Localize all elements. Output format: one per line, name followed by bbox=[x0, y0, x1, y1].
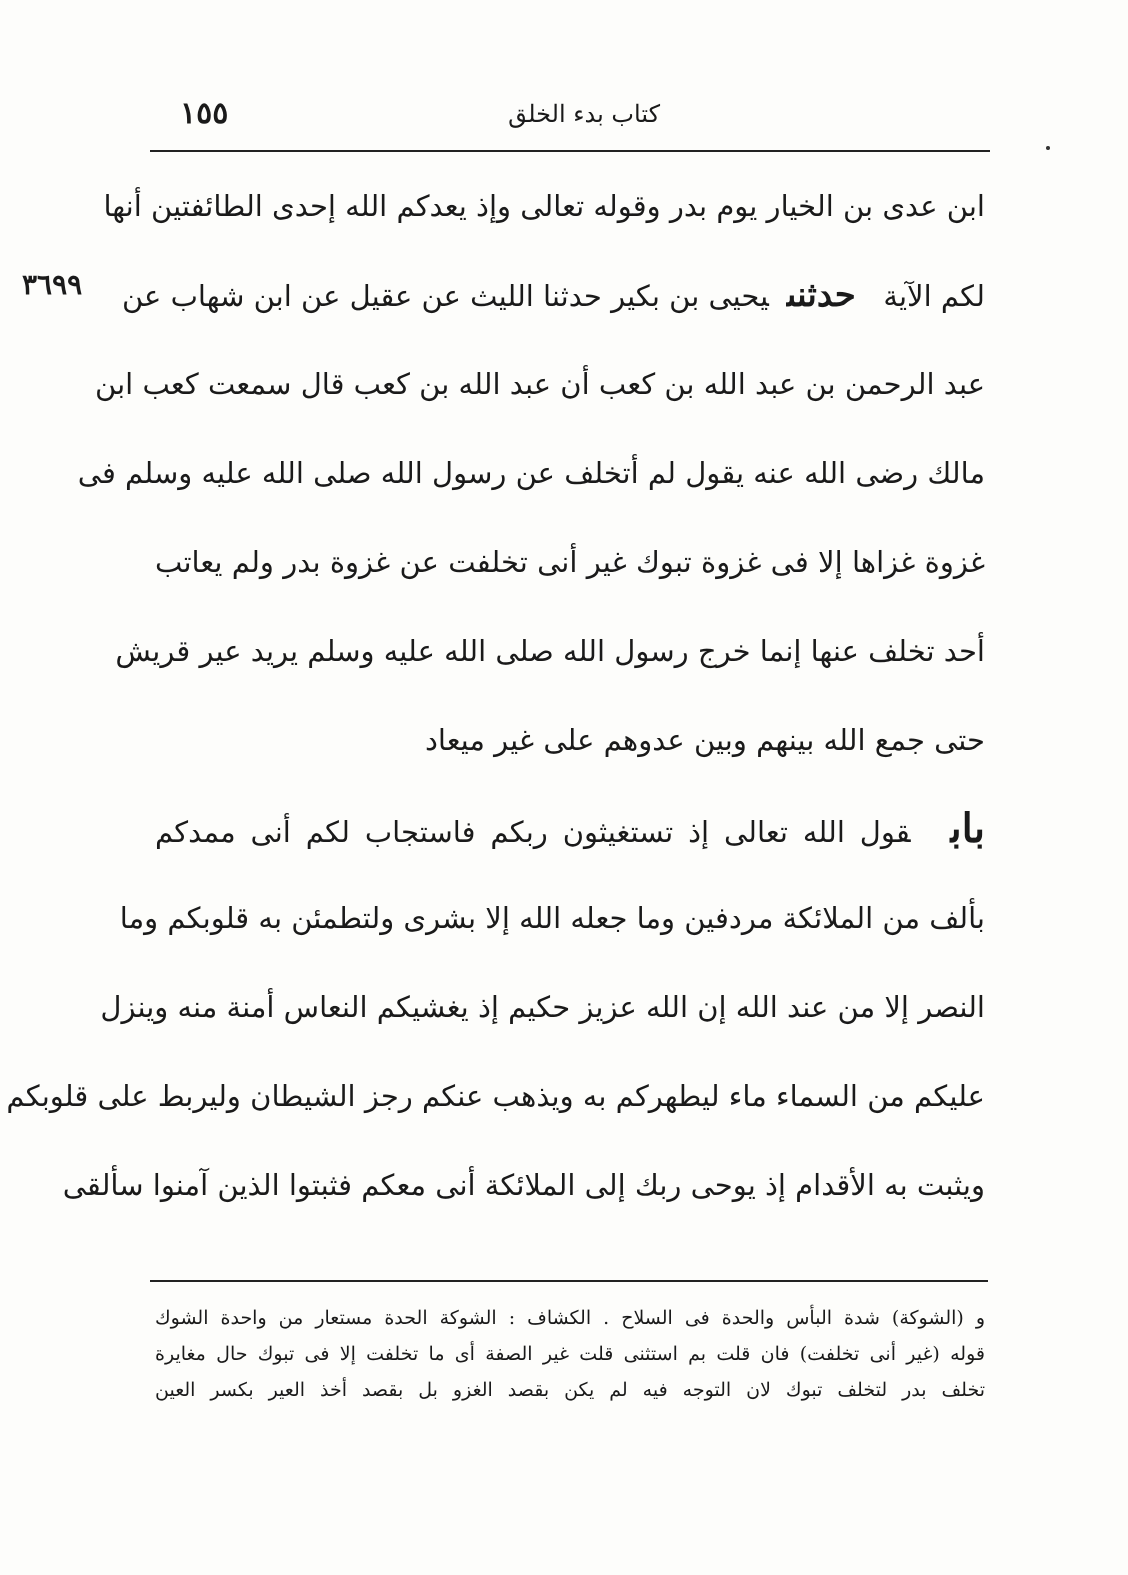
speck-mark bbox=[1046, 146, 1050, 150]
footnote-rule bbox=[150, 1280, 988, 1282]
text-line: بألف من الملائكة مردفين وما جعله الله إلا بشرى ولتطمئن به قلوبكم وما bbox=[119, 901, 985, 935]
chapter-line: بابقول الله تعالى إذ تستغيثون ربكم فاستجاب لكم أنى ممدكم bbox=[155, 805, 985, 852]
book-title: كتاب بدء الخلق bbox=[508, 100, 660, 128]
text-line: ويثبت به الأقدام إذ يوحى ربك إلى الملائكة أنى معكم فثبتوا الذين آمنوا سألقى bbox=[62, 1168, 985, 1202]
footnote-line: قوله (غير أنى تخلفت) فان قلت بم استثنى قلت غير الصفة أى ما تخلفت إلا فى تبوك حال مغايرة bbox=[155, 1343, 985, 1365]
text-line: عبد الرحمن بن عبد الله بن كعب أن عبد الله بن كعب قال سمعت كعب ابن bbox=[95, 367, 985, 401]
text-line: لكم الآية حدثنىيحيى بن بكير حدثنا الليث عن عقيل عن ابن شهاب عن bbox=[121, 275, 985, 315]
hadith-lead-word: حدثنى bbox=[786, 275, 856, 315]
text-line: غزوة غزاها إلا فى غزوة تبوك غير أنى تخلفت عن غزوة بدر ولم يعاتب bbox=[155, 545, 985, 579]
text-line: أحد تخلف عنها إنما خرج رسول الله صلى الله عليه وسلم يريد عير قريش bbox=[115, 634, 985, 668]
hadith-number: ٣٦٩٩ bbox=[22, 268, 83, 301]
footnote-line: و (الشوكة) شدة البأس والحدة فى السلاح . الكشاف : الشوكة الحدة مستعار من واحدة الشوك bbox=[155, 1307, 985, 1329]
chapter-heading: باب bbox=[950, 805, 985, 852]
footnotes bbox=[155, 1300, 985, 1408]
footnote-line: تخلف بدر لتخلف تبوك لان التوجه فيه لم يكن بقصد الغزو بل بقصد أخذ العير بكسر العين bbox=[155, 1379, 985, 1401]
text-line: النصر إلا من عند الله إن الله عزيز حكيم إذ يغشيكم النعاس أمنة منه وينزل bbox=[100, 990, 985, 1024]
header-rule bbox=[150, 150, 990, 152]
page-number: ١٥٥ bbox=[180, 96, 229, 131]
text-line: عليكم من السماء ماء ليطهركم به ويذهب عنكم رجز الشيطان وليربط على قلوبكم bbox=[6, 1079, 985, 1113]
text-line: حتى جمع الله بينهم وبين عدوهم على غير ميعاد bbox=[424, 723, 985, 757]
text-line: مالك رضى الله عنه يقول لم أتخلف عن رسول الله صلى الله عليه وسلم فى bbox=[77, 456, 985, 490]
running-header bbox=[150, 92, 990, 148]
text-line: ابن عدى بن الخيار يوم بدر وقوله تعالى وإذ يعدكم الله إحدى الطائفتين أنها bbox=[103, 189, 985, 223]
